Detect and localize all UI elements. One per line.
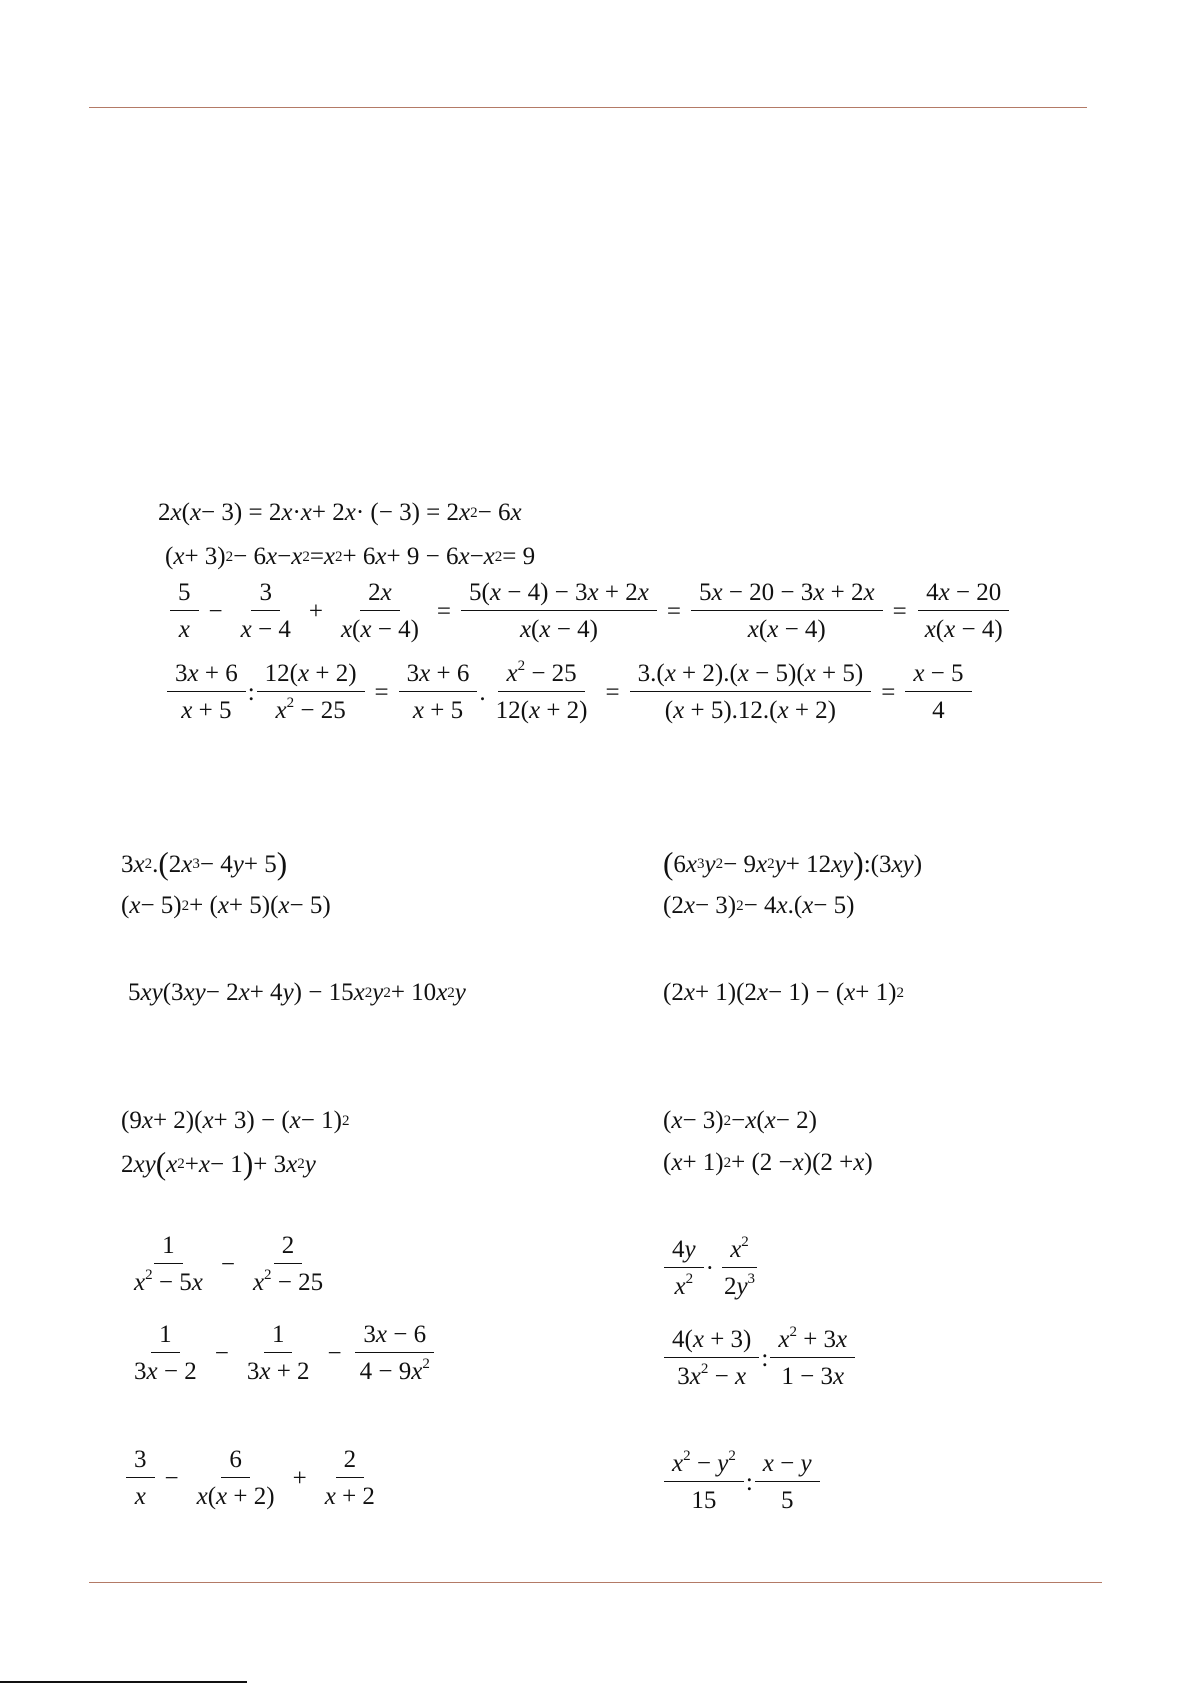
exercise-left-8: $\frac{3}{x}$ − $\frac{6}{x(x + 2)}$ + $\frac{2}{x + 2}$ (124, 1447, 385, 1509)
footer-rule (89, 1582, 1102, 1583)
exercise-right-3: (2 x + 1)(2 x − 1) − ( x + 1) 2 (663, 979, 904, 1006)
exercise-left-5: 2 xy ( x 2 + x − 1 ) + 3 x 2 y (121, 1146, 316, 1181)
exercise-right-8: $\frac{x^2 - y^2}{15}$ : $\frac{x - y}{5}$ (662, 1451, 822, 1513)
example-3: $\frac{5}{x}$ − $\frac{3}{x - 4}$ + $\frac{2x}{x(x - 4)}$ = $\frac{5(x - 4) - 3x + 2x}{x(x - 4)}$ = $\frac{5x - 20 - 3x + 2x}{x(x - 4)}$ = $\frac{4x - 20}{x(x - 4)}$ (168, 580, 1013, 642)
exercise-left-1: 3 x 2 . ( 2 x 3 − 4 y + 5 ) (121, 846, 288, 881)
exercise-right-4: ( x − 3) 2 − x ( x − 2) (663, 1107, 817, 1134)
exercise-right-7: $\frac{4(x + 3)}{3x^2 - x}$ : $\frac{x^2 + 3x}{1 - 3x}$ (662, 1327, 857, 1389)
exercise-right-2: (2 x − 3) 2 − 4 x .( x − 5) (663, 892, 855, 919)
example-2: ( x + 3) 2 − 6 x − x 2 = x 2 + 6 x + 9 − 6 x − x 2 = 9 (165, 543, 536, 570)
example-1: 2 x ( x − 3) = 2 x · x + 2 x · (− 3) = 2 x 2 − 6 x (158, 499, 522, 526)
exercise-left-6: $\frac{1}{x^2 - 5x}$ − $\frac{2}{x^2 - 25}$ (134, 1232, 324, 1296)
exercise-right-1: ( 6 x 3 y 2 − 9 x 2 y + 12 xy ) :(3 xy ) (663, 846, 923, 881)
example-4: $\frac{3x + 6}{x + 5}$ : $\frac{12(x + 2)}{x^2 - 25}$ = $\frac{3x + 6}{x + 5}$ . $\frac{x^2 - 25}{12(x + 2)}$ = $\frac{3.(x + 2).(x - 5)(x + 5)}{(x + 5).12.(x + 2)}$ = $\frac{x - 5}{4}$ (165, 661, 974, 723)
exercise-left-7: $\frac{1}{3x - 2}$ − $\frac{1}{3x + 2}$ − $\frac{3x - 6}{4 - 9x^2}$ (124, 1322, 440, 1384)
exercise-right-5: ( x + 1) 2 + (2 − x )(2 + x ) (663, 1149, 873, 1176)
exercise-left-3: 5 xy (3 xy − 2 x + 4 y ) − 15 x 2 y 2 + 10 x 2 y (128, 979, 466, 1006)
exercise-left-2: ( x − 5) 2 + ( x + 5)( x − 5) (121, 892, 331, 919)
exercise-right-6: $\frac{4y}{x^2}$ · $\frac{x^2}{2y^3}$ (662, 1237, 765, 1299)
header-rule (89, 107, 1087, 108)
exercise-left-4: (9 x + 2)( x + 3) − ( x − 1) 2 (121, 1107, 350, 1134)
